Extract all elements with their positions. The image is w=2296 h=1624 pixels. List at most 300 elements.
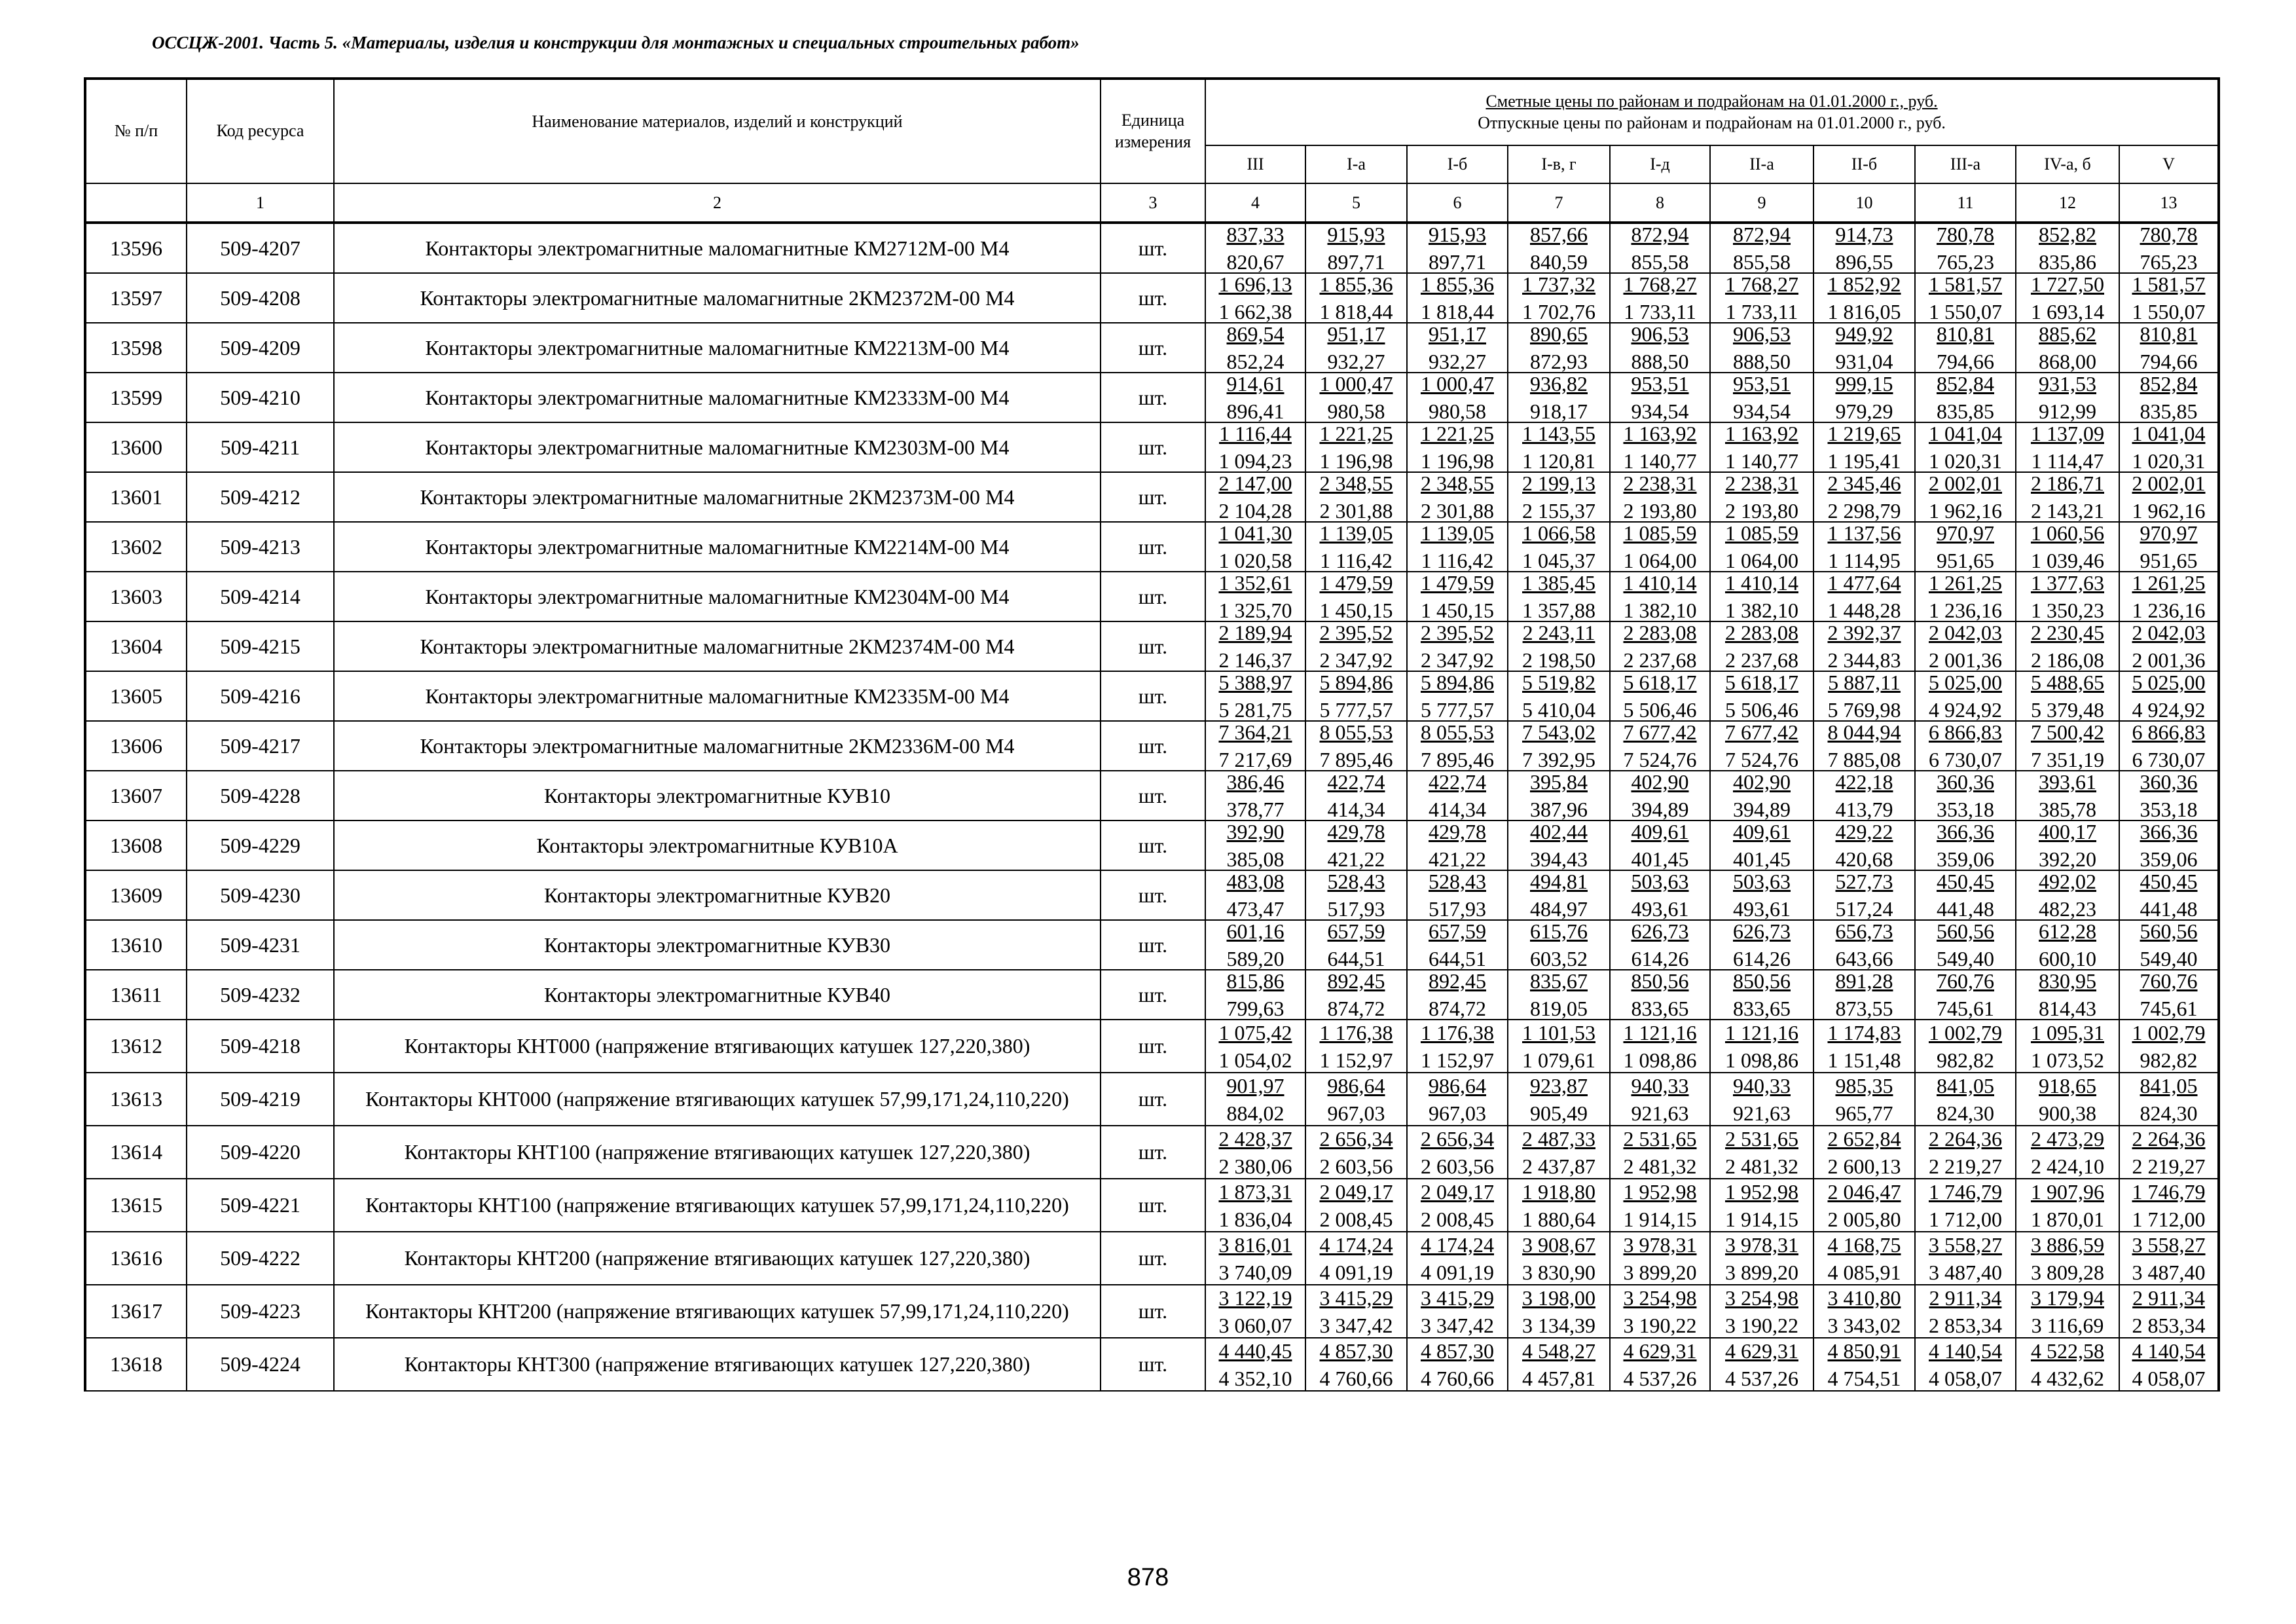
release-price: 1 140,77	[1725, 449, 1798, 473]
release-price: 589,20	[1226, 947, 1285, 970]
column-number: 4	[1205, 183, 1305, 223]
material-name: Контакторы электромагнитные маломагнитные 2КМ2374М-00 М4	[334, 621, 1101, 671]
price-cell	[2016, 1338, 2119, 1391]
estimate-price: 1 139,05	[1421, 521, 1494, 545]
region-header: II-б	[1813, 145, 1915, 183]
price-cell	[1407, 1338, 1508, 1391]
price-cell	[1610, 1073, 1710, 1126]
price-cell	[2119, 771, 2219, 821]
release-price: 852,24	[1226, 350, 1285, 373]
estimate-price: 450,45	[2140, 870, 2198, 893]
price-cell	[2016, 1126, 2119, 1179]
price-cell	[1508, 1232, 1610, 1285]
unit: шт.	[1101, 1073, 1205, 1126]
header-prices-estimate: Сметные цены по районам и подрайонам на 01.01.2000 г., руб.	[1485, 92, 1938, 111]
unit: шт.	[1101, 422, 1205, 472]
estimate-price: 3 198,00	[1522, 1285, 1595, 1310]
price-cell	[1915, 273, 2016, 323]
estimate-price: 5 388,97	[1218, 671, 1292, 694]
estimate-price: 3 415,29	[1319, 1285, 1393, 1310]
estimate-price: 3 886,59	[2031, 1232, 2104, 1257]
estimate-price: 7 677,42	[1623, 720, 1697, 744]
price-cell	[1407, 422, 1508, 472]
release-price: 868,00	[2039, 350, 2096, 373]
release-price: 3 134,39	[1522, 1313, 1595, 1337]
table-row	[85, 621, 2219, 671]
unit: шт.	[1101, 870, 1205, 920]
estimate-price: 951,17	[1327, 322, 1385, 346]
table-row	[85, 1179, 2219, 1232]
estimate-price: 892,45	[1429, 969, 1486, 993]
release-price: 353,18	[2140, 798, 2198, 821]
table-row	[85, 821, 2219, 870]
release-price: 2 481,32	[1725, 1154, 1798, 1178]
resource-code: 509-4232	[187, 970, 334, 1020]
price-cell	[2016, 472, 2119, 522]
table-row	[85, 771, 2219, 821]
price-cell	[1407, 920, 1508, 970]
row-number: 13596	[85, 223, 187, 273]
release-price: 1 116,42	[1320, 549, 1393, 572]
estimate-price: 4 629,31	[1725, 1338, 1798, 1363]
row-number: 13599	[85, 373, 187, 422]
unit: шт.	[1101, 1126, 1205, 1179]
price-cell	[1813, 721, 1915, 771]
estimate-price: 5 025,00	[1929, 671, 2002, 694]
release-price: 2 344,83	[1827, 648, 1901, 672]
estimate-price: 2 238,31	[1725, 471, 1798, 495]
release-price: 3 116,69	[2031, 1313, 2104, 1337]
release-price: 414,34	[1327, 798, 1385, 821]
release-price: 824,30	[2140, 1101, 2198, 1125]
estimate-price: 409,61	[1631, 820, 1689, 843]
estimate-price: 4 857,30	[1319, 1338, 1393, 1363]
release-price: 1 064,00	[1725, 549, 1798, 572]
price-cell	[1813, 1338, 1915, 1391]
price-cell	[2016, 721, 2119, 771]
price-cell	[1915, 572, 2016, 621]
estimate-price: 429,22	[1835, 820, 1893, 843]
price-cell	[1205, 870, 1305, 920]
column-number: 7	[1508, 183, 1610, 223]
price-cell	[1508, 771, 1610, 821]
estimate-price: 5 519,82	[1522, 671, 1595, 694]
estimate-price: 503,63	[1733, 870, 1791, 893]
price-cell	[2016, 223, 2119, 273]
release-price: 359,06	[2140, 847, 2198, 871]
release-price: 517,24	[1835, 897, 1893, 921]
estimate-price: 2 147,00	[1218, 471, 1292, 495]
estimate-price: 1 095,31	[2031, 1020, 2104, 1044]
release-price: 1 020,31	[2132, 449, 2206, 473]
release-price: 1 382,10	[1623, 599, 1697, 622]
resource-code: 509-4231	[187, 920, 334, 970]
release-price: 1 079,61	[1522, 1048, 1595, 1072]
estimate-price: 1 000,47	[1421, 372, 1494, 396]
estimate-price: 2 049,17	[1319, 1179, 1393, 1204]
release-price: 3 899,20	[1725, 1260, 1798, 1284]
estimate-price: 3 254,98	[1623, 1285, 1697, 1310]
estimate-price: 2 531,65	[1623, 1126, 1697, 1151]
column-number: 9	[1710, 183, 1813, 223]
table-row	[85, 721, 2219, 771]
estimate-price: 852,84	[2140, 372, 2198, 396]
estimate-price: 1 002,79	[2132, 1020, 2206, 1044]
estimate-price: 830,95	[2039, 969, 2096, 993]
estimate-price: 1 746,79	[2132, 1179, 2206, 1204]
estimate-price: 2 395,52	[1421, 621, 1494, 644]
release-price: 353,18	[1937, 798, 1994, 821]
estimate-price: 656,73	[1835, 919, 1893, 943]
estimate-price: 1 261,25	[1929, 571, 2002, 595]
material-name: Контакторы электромагнитные КУВ30	[334, 920, 1101, 970]
release-price: 833,65	[1733, 997, 1791, 1020]
estimate-price: 1 060,56	[2031, 521, 2104, 545]
estimate-price: 985,35	[1835, 1073, 1893, 1098]
price-cell	[1305, 920, 1407, 970]
release-price: 980,58	[1429, 399, 1486, 423]
material-name: Контакторы электромагнитные маломагнитные КМ2304М-00 М4	[334, 572, 1101, 621]
release-price: 1 836,04	[1218, 1207, 1292, 1231]
release-price: 921,63	[1631, 1101, 1689, 1125]
release-price: 912,99	[2039, 399, 2096, 423]
estimate-price: 885,62	[2039, 322, 2096, 346]
estimate-price: 1 121,16	[1725, 1020, 1798, 1044]
estimate-price: 1 918,80	[1522, 1179, 1595, 1204]
price-cell	[1915, 1338, 2016, 1391]
unit: шт.	[1101, 373, 1205, 422]
estimate-price: 906,53	[1631, 322, 1689, 346]
estimate-price: 8 055,53	[1421, 720, 1494, 744]
price-cell	[1205, 273, 1305, 323]
estimate-price: 2 002,01	[2132, 471, 2206, 495]
release-price: 549,40	[1937, 947, 1994, 970]
release-price: 905,49	[1530, 1101, 1588, 1125]
release-price: 1 818,44	[1421, 300, 1494, 323]
price-cell	[1305, 373, 1407, 422]
release-price: 932,27	[1429, 350, 1486, 373]
release-price: 401,45	[1733, 847, 1791, 871]
release-price: 4 352,10	[1218, 1366, 1292, 1390]
price-cell	[1305, 821, 1407, 870]
release-price: 979,29	[1835, 399, 1893, 423]
release-price: 2 853,34	[2132, 1313, 2206, 1337]
row-number: 13615	[85, 1179, 187, 1232]
estimate-price: 2 283,08	[1725, 621, 1798, 644]
price-cell	[1813, 920, 1915, 970]
release-price: 441,48	[2140, 897, 2198, 921]
release-price: 421,22	[1327, 847, 1385, 871]
price-cell	[1710, 621, 1813, 671]
resource-code: 509-4220	[187, 1126, 334, 1179]
region-header: I-а	[1305, 145, 1407, 183]
release-price: 888,50	[1733, 350, 1791, 373]
release-price: 7 885,08	[1827, 748, 1901, 771]
price-cell	[1813, 771, 1915, 821]
price-cell	[1915, 920, 2016, 970]
release-price: 2 301,88	[1319, 499, 1393, 523]
price-cell	[2016, 970, 2119, 1020]
estimate-price: 4 548,27	[1522, 1338, 1595, 1363]
estimate-price: 6 866,83	[2132, 720, 2206, 744]
release-price: 982,82	[1937, 1048, 1994, 1072]
unit: шт.	[1101, 1179, 1205, 1232]
price-cell	[1610, 771, 1710, 821]
price-cell	[1915, 323, 2016, 373]
release-price: 1 152,97	[1319, 1048, 1393, 1072]
estimate-price: 3 179,94	[2031, 1285, 2104, 1310]
estimate-price: 2 487,33	[1522, 1126, 1595, 1151]
release-price: 855,58	[1733, 250, 1791, 274]
release-price: 644,51	[1429, 947, 1486, 970]
price-cell	[1915, 721, 2016, 771]
price-cell	[1205, 1285, 1305, 1338]
price-cell	[1915, 771, 2016, 821]
estimate-price: 503,63	[1631, 870, 1689, 893]
estimate-price: 2 264,36	[2132, 1126, 2206, 1151]
release-price: 2 603,56	[1421, 1154, 1494, 1178]
material-name: Контакторы электромагнитные маломагнитные КМ2712М-00 М4	[334, 223, 1101, 273]
release-price: 2 193,80	[1725, 499, 1798, 523]
price-cell	[1407, 671, 1508, 721]
release-price: 7 392,95	[1522, 748, 1595, 771]
release-price: 1 914,15	[1623, 1207, 1697, 1231]
price-cell	[1710, 970, 1813, 1020]
estimate-price: 5 618,17	[1623, 671, 1697, 694]
price-cell	[1407, 621, 1508, 671]
estimate-price: 901,97	[1226, 1073, 1285, 1098]
header-prices-release: Отпускные цены по районам и подрайонам на 01.01.2000 г., руб.	[1478, 113, 1946, 132]
price-cell	[2119, 870, 2219, 920]
estimate-price: 2 189,94	[1218, 621, 1292, 644]
release-price: 2 198,50	[1522, 648, 1595, 672]
price-cell	[1610, 223, 1710, 273]
price-cell	[1205, 422, 1305, 472]
price-cell	[1508, 273, 1610, 323]
release-price: 1 450,15	[1421, 599, 1494, 622]
estimate-price: 940,33	[1631, 1073, 1689, 1098]
release-price: 2 347,92	[1319, 648, 1393, 672]
column-number: 8	[1610, 183, 1710, 223]
estimate-price: 857,66	[1530, 223, 1588, 246]
release-price: 1 818,44	[1319, 300, 1393, 323]
resource-code: 509-4214	[187, 572, 334, 621]
price-cell	[1610, 422, 1710, 472]
estimate-price: 5 894,86	[1421, 671, 1494, 694]
estimate-price: 1 768,27	[1725, 272, 1798, 296]
estimate-price: 2 264,36	[1929, 1126, 2002, 1151]
release-price: 1 195,41	[1827, 449, 1901, 473]
price-cell	[2119, 373, 2219, 422]
release-price: 517,93	[1429, 897, 1486, 921]
release-price: 934,54	[1631, 399, 1689, 423]
price-cell	[1407, 970, 1508, 1020]
release-price: 5 410,04	[1522, 698, 1595, 722]
release-price: 765,23	[1937, 250, 1994, 274]
resource-code: 509-4211	[187, 422, 334, 472]
table-row	[85, 1338, 2219, 1391]
price-cell	[1205, 522, 1305, 572]
page-number: 878	[1127, 1564, 1169, 1591]
column-number-empty	[85, 183, 187, 223]
price-cell	[1710, 1338, 1813, 1391]
price-cell	[1813, 572, 1915, 621]
release-price: 4 091,19	[1319, 1260, 1393, 1284]
price-cell	[2119, 1232, 2219, 1285]
resource-code: 509-4212	[187, 472, 334, 522]
release-price: 4 754,51	[1827, 1366, 1901, 1390]
price-cell	[1915, 1126, 2016, 1179]
estimate-price: 999,15	[1835, 372, 1893, 396]
price-cell	[1305, 671, 1407, 721]
release-price: 982,82	[2140, 1048, 2198, 1072]
price-cell	[2016, 671, 2119, 721]
price-cell	[1407, 1020, 1508, 1073]
estimate-price: 400,17	[2039, 820, 2096, 843]
release-price: 5 777,57	[1319, 698, 1393, 722]
price-cell	[1508, 920, 1610, 970]
release-price: 840,59	[1530, 250, 1588, 274]
material-name: Контакторы электромагнитные КУВ10	[334, 771, 1101, 821]
release-price: 820,67	[1226, 250, 1285, 274]
price-cell	[1813, 373, 1915, 422]
release-price: 394,89	[1733, 798, 1791, 821]
release-price: 1 880,64	[1522, 1207, 1595, 1231]
resource-code: 509-4215	[187, 621, 334, 671]
region-header: I-б	[1407, 145, 1508, 183]
price-cell	[2016, 1179, 2119, 1232]
price-cell	[1407, 273, 1508, 323]
price-cell	[2016, 920, 2119, 970]
release-price: 3 487,40	[2132, 1260, 2206, 1284]
price-cell	[1305, 1179, 1407, 1232]
row-number: 13608	[85, 821, 187, 870]
estimate-price: 1 002,79	[1929, 1020, 2002, 1044]
estimate-price: 4 629,31	[1623, 1338, 1697, 1363]
release-price: 359,06	[1937, 847, 1994, 871]
table-row	[85, 1285, 2219, 1338]
release-price: 967,03	[1429, 1101, 1486, 1125]
unit: шт.	[1101, 273, 1205, 323]
estimate-price: 2 395,52	[1319, 621, 1393, 644]
price-cell	[1813, 273, 1915, 323]
price-cell	[2119, 920, 2219, 970]
release-price: 1 816,05	[1827, 300, 1901, 323]
resource-code: 509-4217	[187, 721, 334, 771]
price-cell	[2016, 273, 2119, 323]
price-cell	[1710, 870, 1813, 920]
estimate-price: 2 428,37	[1218, 1126, 1292, 1151]
price-cell	[1610, 1338, 1710, 1391]
unit: шт.	[1101, 1338, 1205, 1391]
estimate-price: 2 911,34	[1929, 1285, 2002, 1310]
estimate-price: 2 042,03	[1929, 621, 2002, 644]
release-price: 1 712,00	[2132, 1207, 2206, 1231]
release-price: 394,89	[1631, 798, 1689, 821]
release-price: 897,71	[1429, 250, 1486, 274]
price-cell	[1710, 422, 1813, 472]
estimate-price: 1 385,45	[1522, 571, 1595, 595]
estimate-price: 1 746,79	[1929, 1179, 2002, 1204]
release-price: 824,30	[1937, 1101, 1994, 1125]
price-cell	[2016, 323, 2119, 373]
unit: шт.	[1101, 970, 1205, 1020]
estimate-price: 3 558,27	[2132, 1232, 2206, 1257]
release-price: 7 895,46	[1421, 748, 1494, 771]
estimate-price: 1 075,42	[1218, 1020, 1292, 1044]
release-price: 874,72	[1327, 997, 1385, 1020]
estimate-price: 1 873,31	[1218, 1179, 1292, 1204]
release-price: 2 186,08	[2031, 648, 2104, 672]
row-number: 13602	[85, 522, 187, 572]
release-price: 3 343,02	[1827, 1313, 1901, 1337]
estimate-price: 810,81	[2140, 322, 2198, 346]
release-price: 473,47	[1226, 897, 1285, 921]
estimate-price: 953,51	[1631, 372, 1689, 396]
estimate-price: 422,74	[1429, 770, 1486, 794]
price-cell	[1710, 373, 1813, 422]
table-row	[85, 1020, 2219, 1073]
estimate-price: 612,28	[2039, 919, 2096, 943]
price-cell	[1305, 1020, 1407, 1073]
estimate-price: 1 163,92	[1623, 422, 1697, 445]
release-price: 5 379,48	[2031, 698, 2104, 722]
estimate-price: 560,56	[2140, 919, 2198, 943]
price-cell	[1305, 1338, 1407, 1391]
table-row	[85, 572, 2219, 621]
estimate-price: 422,74	[1327, 770, 1385, 794]
release-price: 385,08	[1226, 847, 1285, 871]
estimate-price: 1 852,92	[1827, 272, 1901, 296]
price-cell	[2016, 1073, 2119, 1126]
price-cell	[2119, 721, 2219, 771]
estimate-price: 3 978,31	[1623, 1232, 1697, 1257]
release-price: 1 039,46	[2031, 549, 2104, 572]
price-cell	[1915, 472, 2016, 522]
price-cell	[1407, 472, 1508, 522]
row-number: 13609	[85, 870, 187, 920]
region-header: I-д	[1610, 145, 1710, 183]
resource-code: 509-4216	[187, 671, 334, 721]
release-price: 1 733,11	[1725, 300, 1798, 323]
estimate-price: 1 581,57	[2132, 272, 2206, 296]
estimate-price: 2 002,01	[1929, 471, 2002, 495]
estimate-price: 429,78	[1429, 820, 1486, 843]
release-price: 1 962,16	[2132, 499, 2206, 523]
row-number: 13606	[85, 721, 187, 771]
release-price: 833,65	[1631, 997, 1689, 1020]
price-cell	[1305, 721, 1407, 771]
release-price: 1 733,11	[1624, 300, 1696, 323]
price-cell	[2016, 771, 2119, 821]
material-name: Контакторы электромагнитные КУВ10А	[334, 821, 1101, 870]
estimate-price: 3 816,01	[1218, 1232, 1292, 1257]
region-header: IV-а, б	[2016, 145, 2119, 183]
price-cell	[1508, 1338, 1610, 1391]
estimate-price: 366,36	[1937, 820, 1994, 843]
release-price: 420,68	[1835, 847, 1893, 871]
estimate-price: 7 500,42	[2031, 720, 2104, 744]
estimate-price: 915,93	[1327, 223, 1385, 246]
price-cell	[1610, 1020, 1710, 1073]
price-cell	[1813, 522, 1915, 572]
resource-code: 509-4213	[187, 522, 334, 572]
estimate-price: 402,90	[1733, 770, 1791, 794]
estimate-price: 1 410,14	[1725, 571, 1798, 595]
release-price: 3 899,20	[1623, 1260, 1697, 1284]
table-row	[85, 422, 2219, 472]
unit: шт.	[1101, 771, 1205, 821]
